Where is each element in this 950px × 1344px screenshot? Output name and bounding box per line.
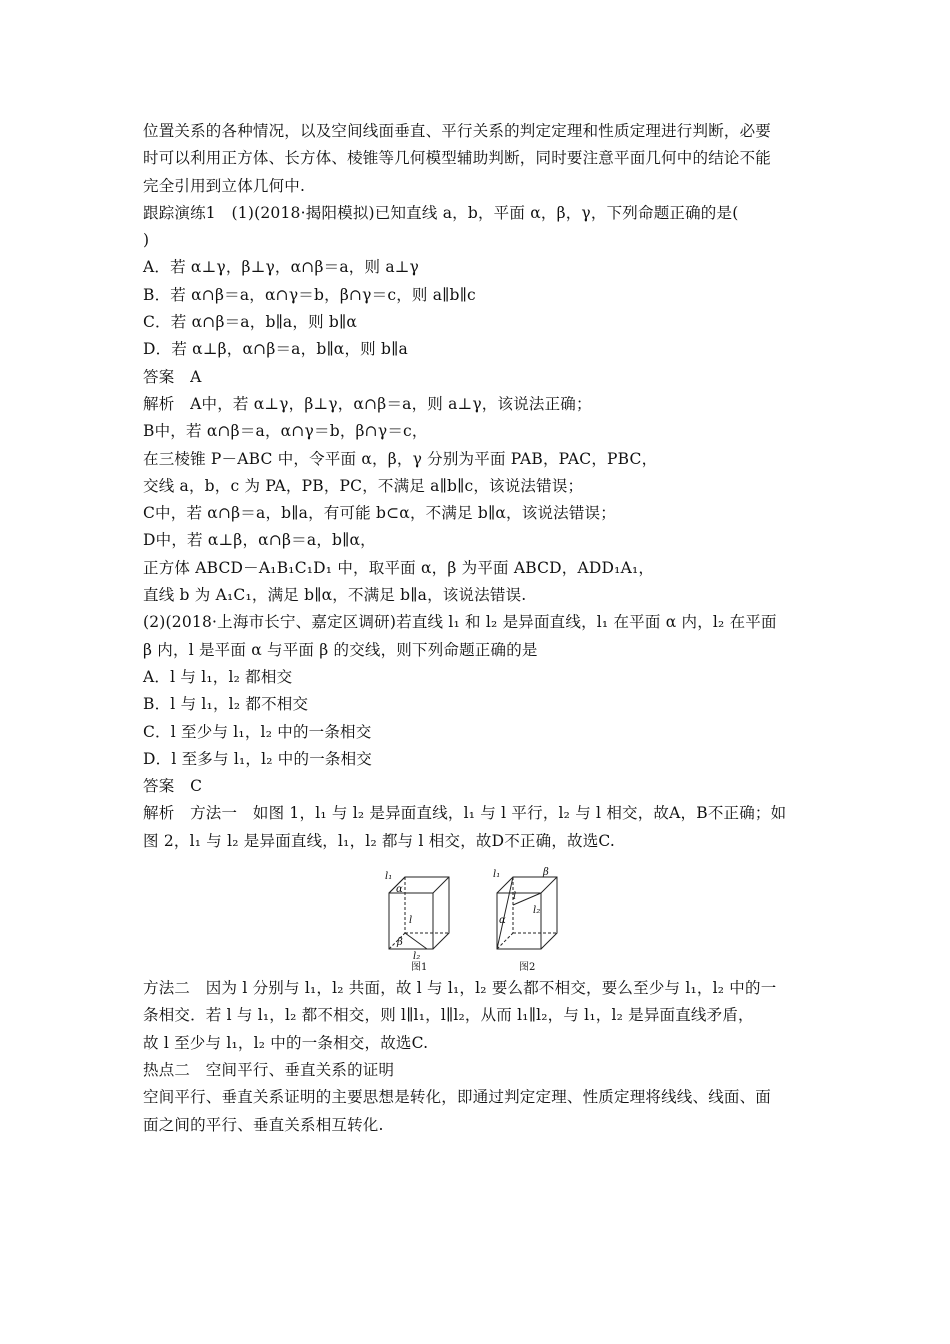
text-line: A．l 与 l₁，l₂ 都相交 [143,667,293,686]
fig2-diagonal-l [497,877,513,949]
text-line: 直线 b 为 A₁C₁，满足 b∥α，不满足 b∥a，该说法错误. [143,586,527,605]
text-line: 图 2，l₁ 与 l₂ 是异面直线，l₁，l₂ 都与 l 相交，故D不正确，故选C. [143,831,616,850]
text-line: 方法二 因为 l 分别与 l₁，l₂ 共面，故 l 与 l₁，l₂ 要么都不相交，要么至少与 l₁，l₂ 中的一 [143,979,777,998]
text-line: (2)(2018·上海市长宁、嘉定区调研)若直线 l₁ 和 l₂ 是异面直线，l₁ 在平面 α 内，l₂ 在平面 [143,613,777,632]
text-line: B中，若 α∩β＝a，α∩γ＝b，β∩γ＝c， [143,422,428,441]
fig1-label-alpha: α [396,884,403,896]
text-line: 在三棱锥 P－ABC 中，令平面 α，β，γ 分别为平面 PAB，PAC，PBC， [143,449,658,468]
fig2-caption: 图2 [519,962,536,974]
text-line: ) [143,231,150,250]
text-line: 解析 A中，若 α⊥γ，β⊥γ，α∩β＝a，则 a⊥γ，该说法正确； [143,394,592,413]
fig2-label-l2: l₂ [533,905,541,917]
text-line: 条相交．若 l 与 l₁，l₂ 都不相交，则 l∥l₁，l∥l₂，从而 l₁∥l₂，与 l₁，l₂ 是异面直线矛盾， [143,1006,754,1025]
text-line: D．若 α⊥β，α∩β＝a，b∥α，则 b∥a [143,340,408,359]
text-line: 解析 方法一 如图 1，l₁ 与 l₂ 是异面直线，l₁ 与 l 平行，l₂ 与 l 相交，故A，B不正确；如 [143,804,787,823]
text-line: 完全引用到立体几何中. [143,176,306,195]
text-line: B．若 α∩β＝a，α∩γ＝b，β∩γ＝c，则 a∥b∥c [143,285,476,304]
text-line: C中，若 α∩β＝a，b∥a，有可能 b⊂α，不满足 b∥α，该说法错误； [143,504,616,523]
text-line: C．l 至少与 l₁，l₂ 中的一条相交 [143,722,372,741]
text-line: 面之间的平行、垂直关系相互转化. [143,1115,384,1134]
text-line: D．l 至多与 l₁，l₂ 中的一条相交 [143,749,373,768]
text-line: 位置关系的各种情况，以及空间线面垂直、平行关系的判定定理和性质定理进行判断，必要 [143,122,772,140]
text-line: A．若 α⊥γ，β⊥γ，α∩β＝a，则 a⊥γ [143,258,419,277]
fig1-label-beta: β [397,937,403,949]
fig2-top-right-edge [541,877,557,893]
text-line: 交线 a，b，c 为 PA，PB，PC，不满足 a∥b∥c，该说法错误； [143,476,584,495]
document-page [143,118,823,1139]
fig1-label-l2: l₂ [413,951,421,963]
text-line: 空间平行、垂直关系证明的主要思想是转化，即通过判定定理、性质定理将线线、线面、面 [143,1088,772,1107]
fig1-top-right-edge [433,877,449,893]
text-block-after-figure [143,975,823,1139]
fig2-label-l: l [513,891,517,903]
text-line: B．l 与 l₁，l₂ 都不相交 [143,695,309,714]
fig2-hidden-depth [497,933,513,949]
fig1-caption: 图1 [411,962,428,974]
text-line: 跟踪演练1 (1)(2018·揭阳模拟)已知直线 a，b，平面 α，β，γ，下列命题正确的是( [143,203,739,222]
text-line: C．若 α∩β＝a，b∥a，则 b∥α [143,313,358,332]
cube-diagrams-svg [385,859,585,973]
text-line: 答案 A [143,367,202,386]
text-line: 正方体 ABCD－A₁B₁C₁D₁ 中，取平面 α，β 为平面 ABCD，ADD₁A₁， [143,558,655,577]
fig2-back-edges [497,877,557,949]
text-block-before-figure [143,118,823,855]
text-line: 故 l 至少与 l₁，l₂ 中的一条相交，故选C. [143,1033,429,1052]
text-line: 答案 C [143,777,203,796]
text-line: 时可以利用正方体、长方体、棱锥等几何模型辅助判断，同时要注意平面几何中的结论不能 [143,149,772,168]
text-line: 热点二 空间平行、垂直关系的证明 [143,1060,395,1079]
fig2-label-l1: l₁ [493,869,501,881]
fig2-label-beta: β [543,867,549,879]
text-line: D中，若 α⊥β，α∩β＝a，b∥α， [143,531,376,550]
fig2-line-l2 [513,893,541,905]
figure-cubes [143,859,823,973]
text-line: β 内，l 是平面 α 与平面 β 的交线，则下列命题正确的是 [143,640,538,659]
fig2-label-alpha: α [499,915,506,927]
fig1-label-l1: l₁ [385,871,393,883]
fig1-label-l: l [409,915,413,927]
fig1-line-l2 [405,933,427,949]
